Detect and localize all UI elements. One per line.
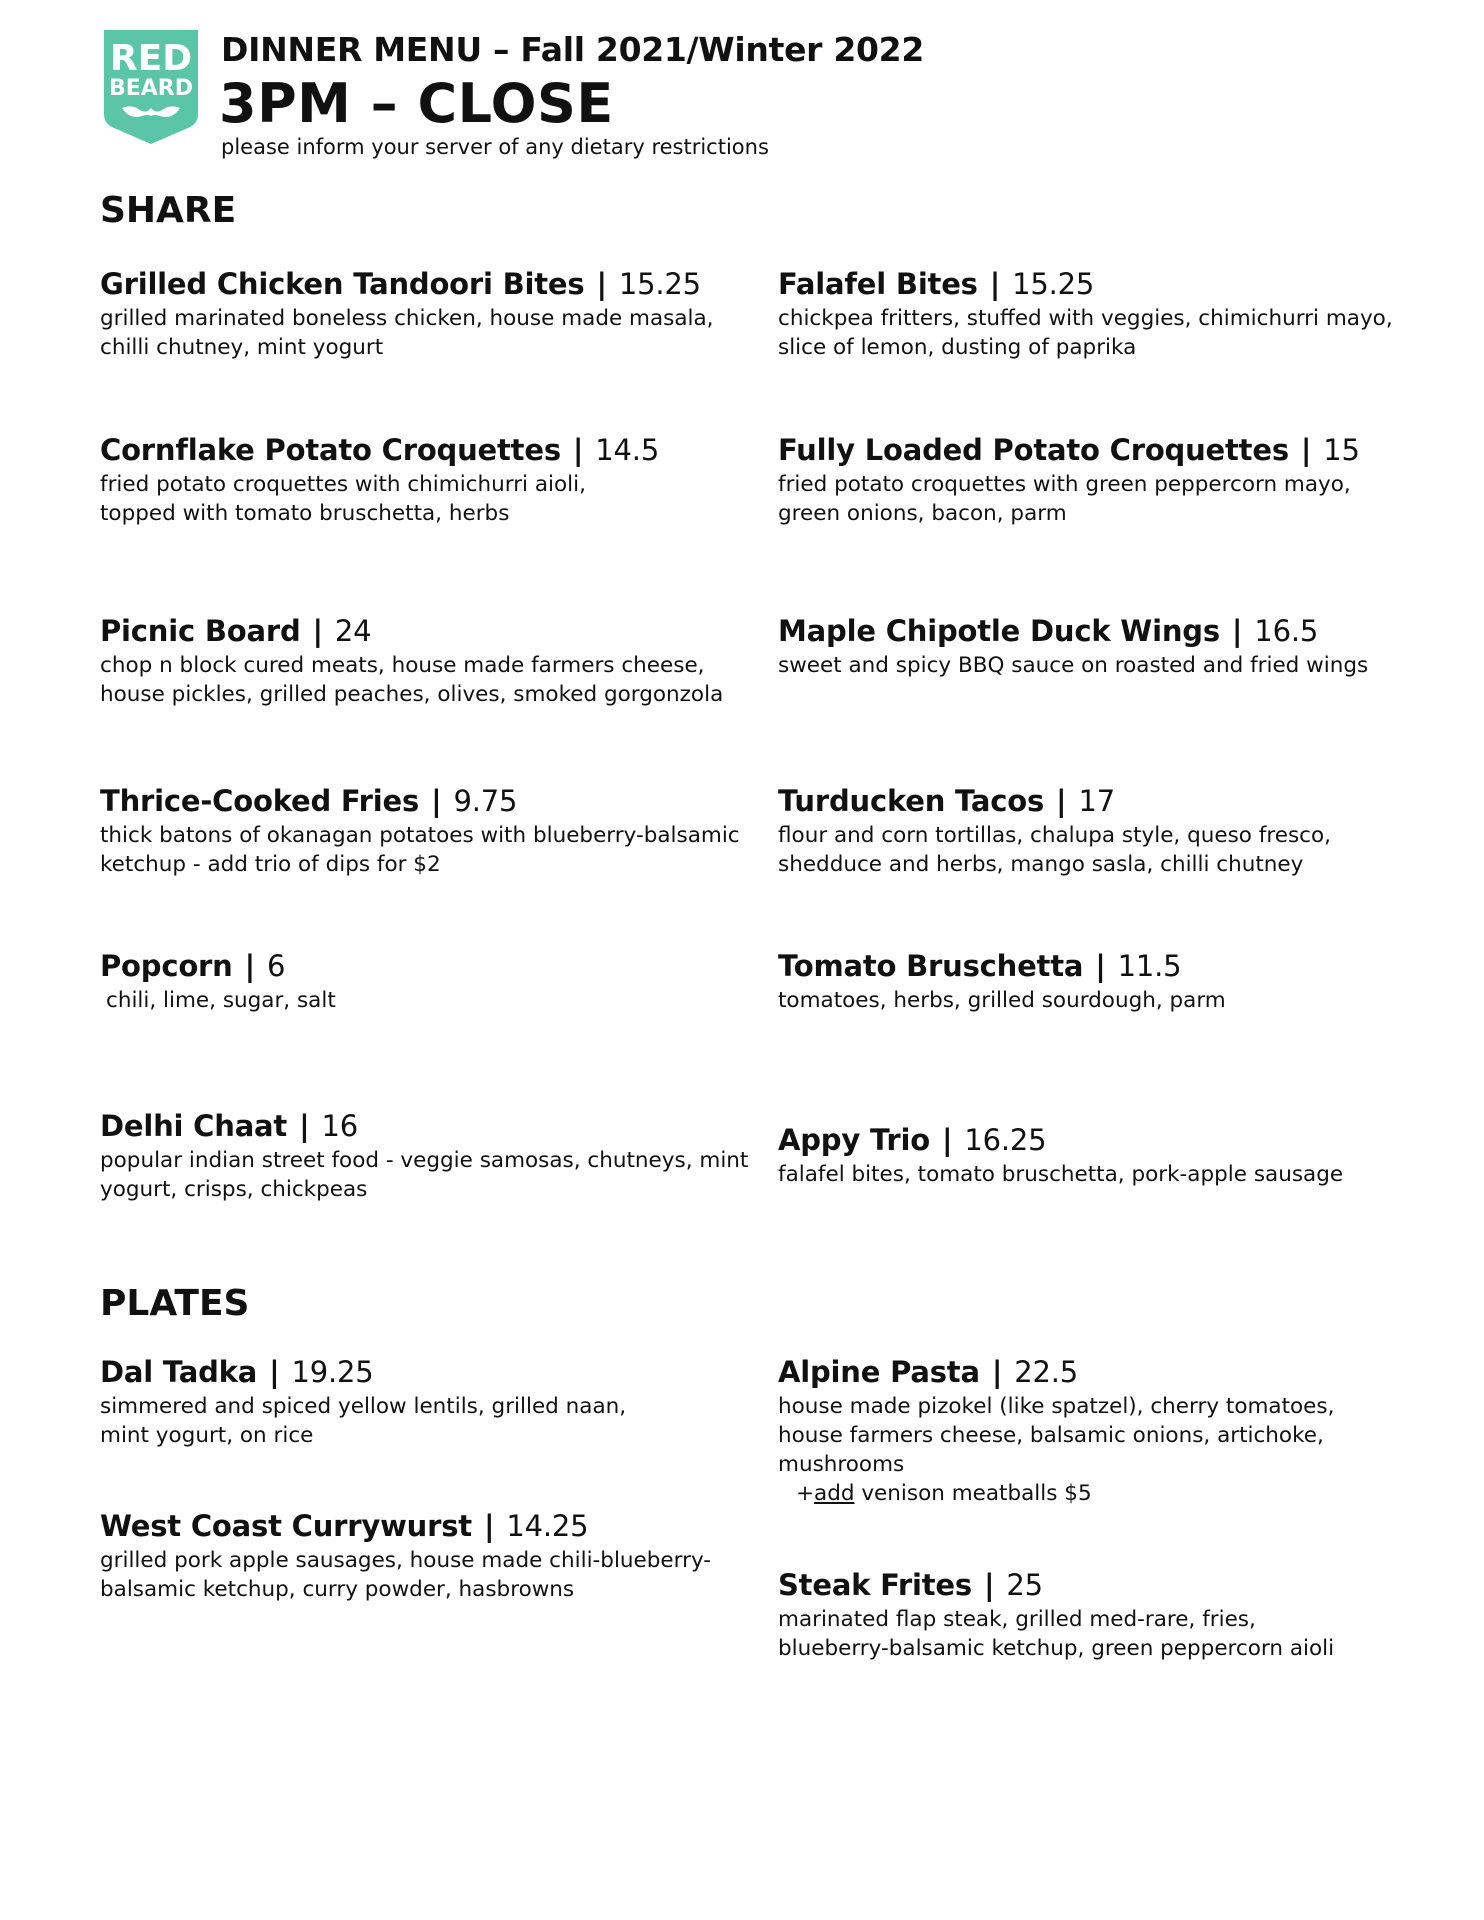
menu-item [100, 1354, 760, 1450]
item-description: chili, lime, sugar, salt [106, 988, 336, 1013]
item-separator: | [989, 267, 1001, 301]
item-name: Falafel Bites [778, 267, 978, 301]
menu-title: DINNER MENU – Fall 2021/Winter 2022 [221, 30, 924, 69]
item-description: yogurt, crisps, chickpeas [100, 1177, 368, 1202]
item-name: Turducken Tacos [778, 784, 1045, 818]
item-price: 17 [1078, 784, 1115, 818]
item-addon [778, 1479, 1438, 1508]
menu-item [778, 1354, 1438, 1508]
service-hours: 3PM – CLOSE [219, 72, 614, 135]
item-price: 16.5 [1254, 614, 1319, 648]
menu-item [778, 432, 1438, 528]
item-description: fried potato croquettes with green peppercorn mayo, [778, 472, 1351, 497]
item-separator: | [941, 1123, 953, 1157]
item-price: 15.25 [618, 267, 701, 301]
logo-shield-icon [102, 28, 200, 146]
item-name: Grilled Chicken Tandoori Bites [100, 267, 585, 301]
item-description: grilled pork apple sausages, house made chili-blueberry- [100, 1548, 712, 1573]
item-separator: | [991, 1355, 1003, 1389]
item-description: topped with tomato bruschetta, herbs [100, 501, 510, 526]
item-price: 22.5 [1014, 1355, 1079, 1389]
item-description: mint yogurt, on rice [100, 1423, 314, 1448]
item-description: popular indian street food - veggie samosas, chutneys, mint [100, 1148, 749, 1173]
addon-word: add [814, 1481, 855, 1506]
item-separator: | [1056, 784, 1067, 818]
addon-prefix: + [796, 1481, 815, 1506]
item-description: marinated flap steak, grilled med-rare, fries, [778, 1607, 1256, 1632]
menu-item [100, 432, 760, 528]
menu-item [100, 266, 760, 362]
item-name: West Coast Currywurst [100, 1509, 472, 1543]
item-description: balsamic ketchup, curry powder, hasbrowns [100, 1577, 575, 1602]
item-price: 19.25 [291, 1355, 374, 1389]
logo-text-beard: BEARD [108, 76, 194, 101]
item-separator: | [431, 784, 442, 818]
item-price: 15.25 [1012, 267, 1095, 301]
item-price: 16.25 [964, 1123, 1047, 1157]
item-separator: | [983, 1568, 995, 1602]
item-price: 14.25 [506, 1509, 589, 1543]
item-separator: | [244, 949, 256, 983]
menu-item [778, 948, 1438, 1015]
item-description: thick batons of okanagan potatoes with blueberry-balsamic [100, 823, 740, 848]
item-separator: | [572, 433, 584, 467]
menu-item [778, 783, 1438, 879]
item-description: falafel bites, tomato bruschetta, pork-apple sausage [778, 1162, 1344, 1187]
menu-item [100, 1508, 760, 1604]
item-description: fried potato croquettes with chimichurri aioli, [100, 472, 586, 497]
item-description: house pickles, grilled peaches, olives, smoked gorgonzola [100, 682, 724, 707]
item-description: shedduce and herbs, mango sasla, chilli chutney [778, 852, 1304, 877]
item-description: chop n block cured meats, house made farmers cheese, [100, 653, 705, 678]
item-name: Tomato Bruschetta [778, 949, 1084, 983]
item-separator: | [596, 267, 607, 301]
item-separator: | [483, 1509, 495, 1543]
menu-item [778, 266, 1438, 362]
item-description: slice of lemon, dusting of paprika [778, 335, 1137, 360]
item-price: 9.75 [453, 784, 518, 818]
item-separator: | [1095, 949, 1106, 983]
item-description: ketchup - add trio of dips for $2 [100, 852, 441, 877]
item-description: simmered and spiced yellow lentils, grilled naan, [100, 1394, 627, 1419]
item-price: 24 [334, 614, 372, 648]
menu-item [778, 1567, 1438, 1663]
item-description: house farmers cheese, balsamic onions, artichoke, [778, 1423, 1324, 1448]
item-description: blueberry-balsamic ketchup, green peppercorn aioli [778, 1636, 1335, 1661]
menu-item [100, 613, 760, 709]
item-description: sweet and spicy BBQ sauce on roasted and fried wings [778, 653, 1369, 678]
item-description: green onions, bacon, parm [778, 501, 1067, 526]
red-beard-logo [102, 28, 200, 146]
item-price: 15 [1323, 433, 1360, 467]
item-separator: | [312, 614, 323, 648]
item-price: 14.5 [595, 433, 660, 467]
item-name: Cornflake Potato Croquettes [100, 433, 561, 467]
item-name: Popcorn [100, 949, 233, 983]
item-price: 11.5 [1117, 949, 1182, 983]
item-separator: | [269, 1355, 280, 1389]
item-name: Dal Tadka [100, 1355, 258, 1389]
item-name: Fully Loaded Potato Croquettes [778, 433, 1289, 467]
item-name: Thrice-Cooked Fries [100, 784, 420, 818]
item-description: flour and corn tortillas, chalupa style, queso fresco, [778, 823, 1331, 848]
item-price: 6 [267, 949, 286, 983]
menu-item [778, 613, 1438, 680]
item-name: Steak Frites [778, 1568, 972, 1602]
item-separator: | [299, 1109, 310, 1143]
item-price: 16 [321, 1109, 359, 1143]
item-name: Maple Chipotle Duck Wings [778, 614, 1220, 648]
item-description: tomatoes, herbs, grilled sourdough, parm [778, 988, 1226, 1013]
section-heading-share: SHARE [100, 190, 237, 231]
item-description: house made pizokel (like spatzel), cherry tomatoes, [778, 1394, 1335, 1419]
addon-text: venison meatballs $5 [854, 1481, 1092, 1506]
item-name: Appy Trio [778, 1123, 930, 1157]
logo-text-red: RED [109, 38, 193, 79]
menu-item [100, 783, 760, 879]
section-heading-plates: PLATES [100, 1283, 250, 1324]
item-separator: | [1231, 614, 1243, 648]
item-description: mushrooms [778, 1452, 905, 1477]
item-description: chickpea fritters, stuffed with veggies, chimichurri mayo, [778, 306, 1393, 331]
item-name: Picnic Board [100, 614, 301, 648]
menu-item [100, 1108, 760, 1204]
item-separator: | [1300, 433, 1312, 467]
dietary-note: please inform your server of any dietary restrictions [221, 135, 769, 159]
item-description: chilli chutney, mint yogurt [100, 335, 384, 360]
item-name: Alpine Pasta [778, 1355, 980, 1389]
item-price: 25 [1006, 1568, 1043, 1602]
item-description: grilled marinated boneless chicken, house made masala, [100, 306, 714, 331]
menu-item [778, 1122, 1438, 1189]
item-name: Delhi Chaat [100, 1109, 288, 1143]
menu-item [100, 948, 760, 1015]
